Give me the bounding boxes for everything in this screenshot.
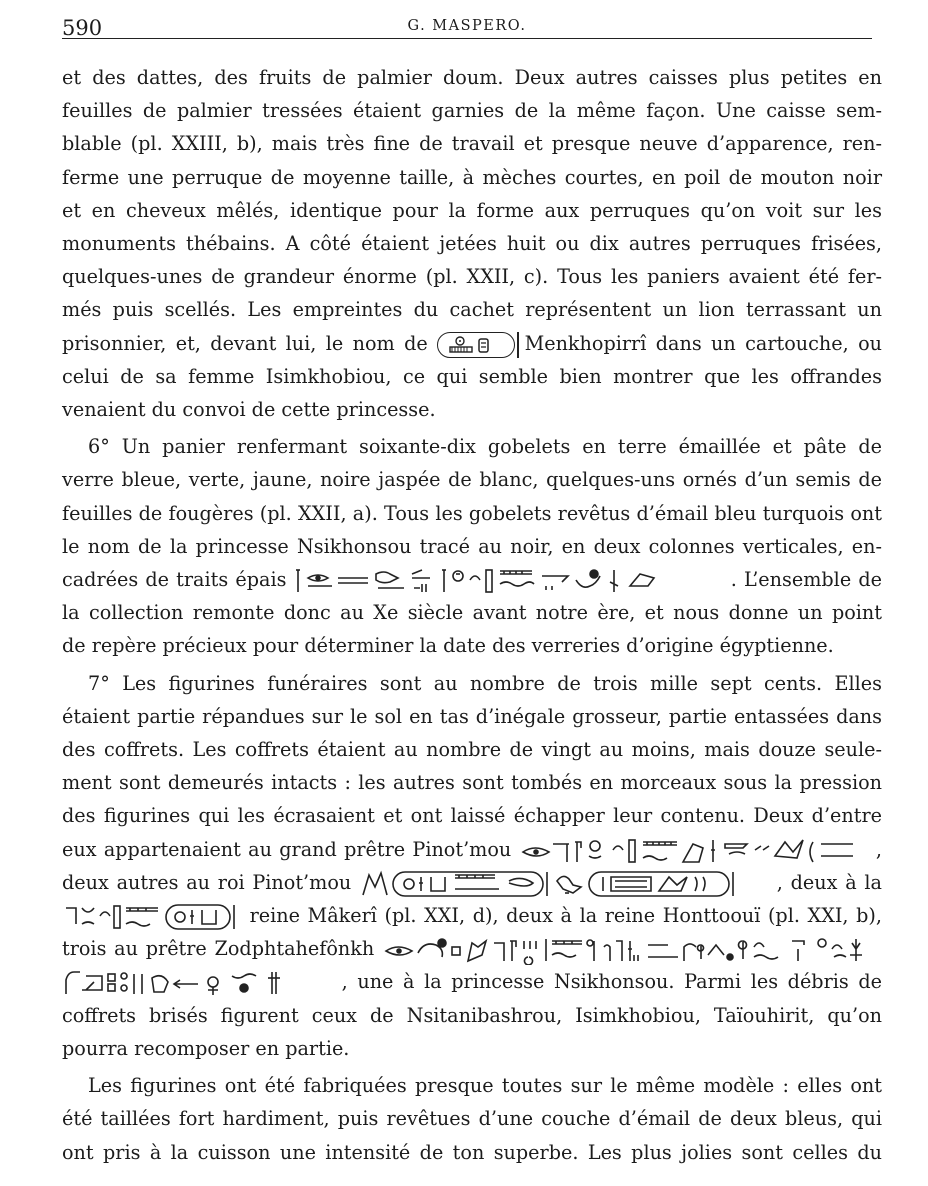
text-line: ment sont demeurés intacts : les autres sont tombés en morceaux sous la pression [62, 771, 882, 795]
text-line: blable (pl. XXIII, b), mais très fine de travail et presque neuve d’apparence, ren- [62, 132, 882, 156]
text-segment: eux appartenaient au grand prêtre Pinot’mou [62, 837, 512, 861]
text-line: étaient partie répandues sur le sol en tas d’inégale grosseur, partie entassées dans [62, 704, 882, 728]
hieroglyph-inscription-pinotmou-priest [519, 836, 869, 866]
text-segment: Menkhopirrî dans un cartouche, ou [524, 331, 882, 355]
text-line: 6° Un panier renfermant soixante-dix gobelets en terre émaillée et pâte de [88, 435, 882, 459]
text-line: pourra recomposer en partie. [62, 1036, 350, 1060]
text-line: monuments thébains. A côté étaient jetées huit ou dix autres perruques frisées, [62, 232, 882, 256]
hieroglyph-inscription-zodphtahefonkh-2 [62, 968, 332, 998]
running-head: G. MASPERO. [407, 18, 527, 34]
text-line: feuilles de palmier tressées étaient garnies de la même façon. Une caisse sem- [62, 99, 882, 123]
text-segment: cadrées de traits épais [62, 568, 287, 592]
text-segment: reine Mâkerî (pl. XXI, d), deux à la reine Honttoouï (pl. XXI, b), [249, 904, 882, 928]
text-line: ferme une perruque de moyenne taille, à mèches courtes, en poil de mouton noir [62, 165, 882, 189]
text-line: verre bleue, verte, jaune, noire jaspée de blanc, quelques-uns ornés d’un semis de [62, 468, 882, 492]
page-number: 590 [62, 16, 103, 40]
cartouche-hieroglyph-menkhopirri [437, 332, 515, 358]
text-line: et en cheveux mêlés, identique pour la forme aux perruques qu’on voit sur les [62, 198, 882, 222]
text-segment: , deux à la [776, 870, 882, 894]
text-line: été taillées fort hardiment, puis revêtues d’une couche d’émail de deux bleus, qui [62, 1107, 882, 1131]
hieroglyph-inscription-zodphtahefonkh-1 [382, 935, 882, 965]
text-segment: trois au prêtre Zodphtahefônkh [62, 937, 375, 961]
text-line [62, 965, 882, 998]
text-line: ont pris à la cuisson une intensité de ton superbe. Les plus jolies sont celles du [62, 1140, 882, 1164]
text-line: celui de sa femme Isimkhobiou, ce qui semble bien montrer que les offrandes [62, 364, 882, 388]
text-line: des coffrets. Les coffrets étaient au nombre de vingt au moins, mais douze seule- [62, 738, 882, 762]
text-line: més puis scellés. Les empreintes du cachet représentent un lion terrassant un [62, 298, 882, 322]
text-segment: . L’ensemble de [730, 568, 882, 592]
hieroglyph-inscription-pinotmou-king [359, 869, 769, 899]
text-line [62, 563, 882, 596]
body-text [62, 61, 882, 1169]
text-line: la collection remonte donc au Xe siècle avant notre ère, et nous donne un point [62, 601, 882, 625]
text-line: 7° Les figurines funéraires sont au nombre de trois mille sept cents. Elles [88, 671, 882, 695]
text-line: venaient du convoi de cette princesse. [62, 398, 436, 422]
text-segment: deux autres au roi Pinot’mou [62, 870, 352, 894]
text-line: Les figurines ont été fabriquées presque toutes sur le même modèle : elles ont [88, 1074, 882, 1098]
page-header [62, 8, 872, 39]
text-segment: , une à la princesse Nsikhonsou. Parmi les débris de [341, 970, 882, 994]
text-line: et des dattes, des fruits de palmier doum. Deux autres caisses plus petites en [62, 66, 882, 89]
text-segment: prisonnier, et, devant lui, le nom de [62, 331, 428, 355]
text-line [62, 866, 882, 899]
text-line: feuilles de fougères (pl. XXII, a). Tous les gobelets revêtus d’émail bleu turquois ont [62, 501, 882, 525]
text-line: des figurines qui les écrasaient et ont laissé échapper leur contenu. Deux d’entre [62, 804, 882, 828]
text-line [62, 932, 882, 965]
hieroglyph-inscription-nsikhonsou [294, 566, 724, 596]
text-line: coffrets brisés figurent ceux de Nsitanibashrou, Isimkhobiou, Taïouhirit, qu’on [62, 1003, 882, 1027]
text-segment: , [875, 837, 882, 861]
text-line [62, 327, 882, 360]
text-line [62, 899, 882, 932]
hieroglyph-inscription-makeri [62, 902, 242, 932]
text-line [62, 833, 882, 866]
text-line: de repère précieux pour déterminer la date des verreries d’origine égyptienne. [62, 634, 834, 658]
text-line: le nom de la princesse Nsikhonsou tracé au noir, en deux colonnes verticales, en- [62, 534, 882, 558]
text-line: quelques-unes de grandeur énorme (pl. XXII, c). Tous les paniers avaient été fer- [62, 265, 882, 289]
